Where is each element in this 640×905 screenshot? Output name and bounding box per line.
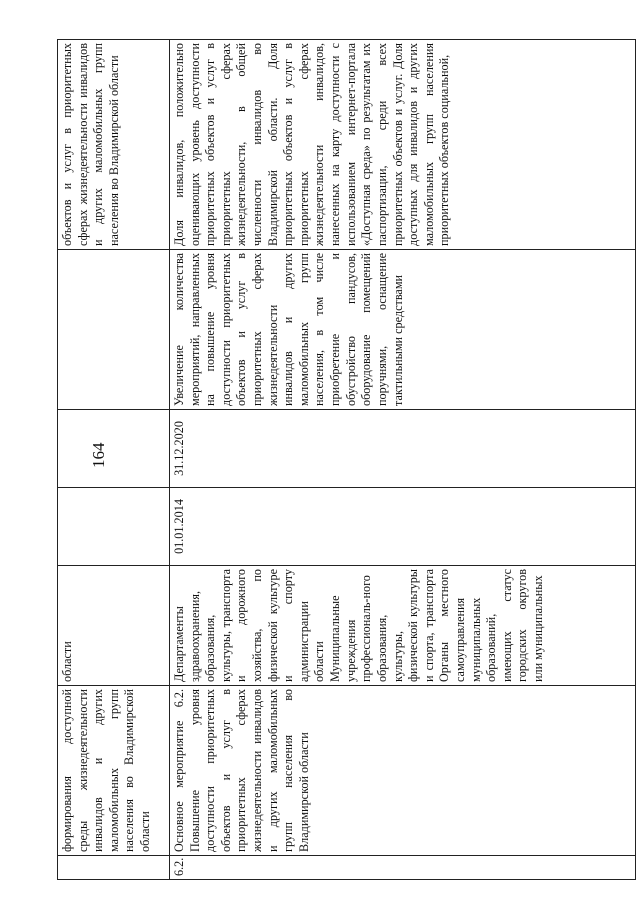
start-date-cell: 01.01.2014 bbox=[170, 488, 636, 566]
indicators-cell: Доля инвалидов, положительно оценивающих уровень доступности приоритетных объектов и услуг в приоритетных сферах жизнедеятельности, в общей численности инвалидов во Владимирской области. Доля приоритетных объектов и услуг в приоритетных сферах жизнедеятельности инвалидов, нанесенных на карту доступности с использованием интернет-портала «Доступная среда» по результатам их паспортизации, среди всех приоритетных объектов и услуг. Доля доступных для инвалидов и других маломобильных групп населения приоритетных объектов социальной, bbox=[170, 40, 636, 250]
measure-cell: Основное мероприятие 6.2. Повышение уровня доступности приоритетных объектов и услуг в приоритетных сферах жизнедеятельности инвалидов и других маломобильных групп населения во Владимирской области bbox=[170, 686, 636, 856]
row-number bbox=[58, 856, 170, 880]
table-row bbox=[170, 40, 636, 880]
executor-cell: области bbox=[58, 566, 170, 686]
indicators-cell: объектов и услуг в приоритетных сферах жизнедеятельности инвалидов и других маломобильных групп населения во Владимирской области bbox=[58, 40, 170, 250]
program-measures-table bbox=[57, 39, 636, 880]
effect-cell: Увеличение количества мероприятий, направленных на повышение уровня доступности приоритетных объектов и услуг в приоритетных сферах жизнедеятельности инвалидов и других маломобильных групп населения, в том числе приобретение и обустройство пандусов, оборудование помещений поручнями, оснащение тактильными средствами bbox=[170, 250, 636, 410]
effect-cell bbox=[58, 250, 170, 410]
measure-cell: формирования доступной среды жизнедеятельности инвалидов и других маломобильных групп населения во Владимирской области bbox=[58, 686, 170, 856]
row-number: 6.2. bbox=[170, 856, 636, 880]
page-number: 164 bbox=[89, 442, 108, 468]
executor-cell: Департаменты здравоохранения, образования, культуры, транспорта и дорожного хозяйства, по физической культуре и спорту администрации области Муниципальные учреждения профессиональ-ного образования, культуры, физической культуры и спорта, транспорта Органы местного самоуправления муниципальных образований, имеющих статус городских округов или муниципальных bbox=[170, 566, 636, 686]
table-row bbox=[58, 40, 170, 880]
end-date-cell: 31.12.2020 bbox=[170, 410, 636, 488]
end-date-cell bbox=[58, 410, 170, 488]
start-date-cell bbox=[58, 488, 170, 566]
rotated-table-page bbox=[57, 40, 635, 880]
